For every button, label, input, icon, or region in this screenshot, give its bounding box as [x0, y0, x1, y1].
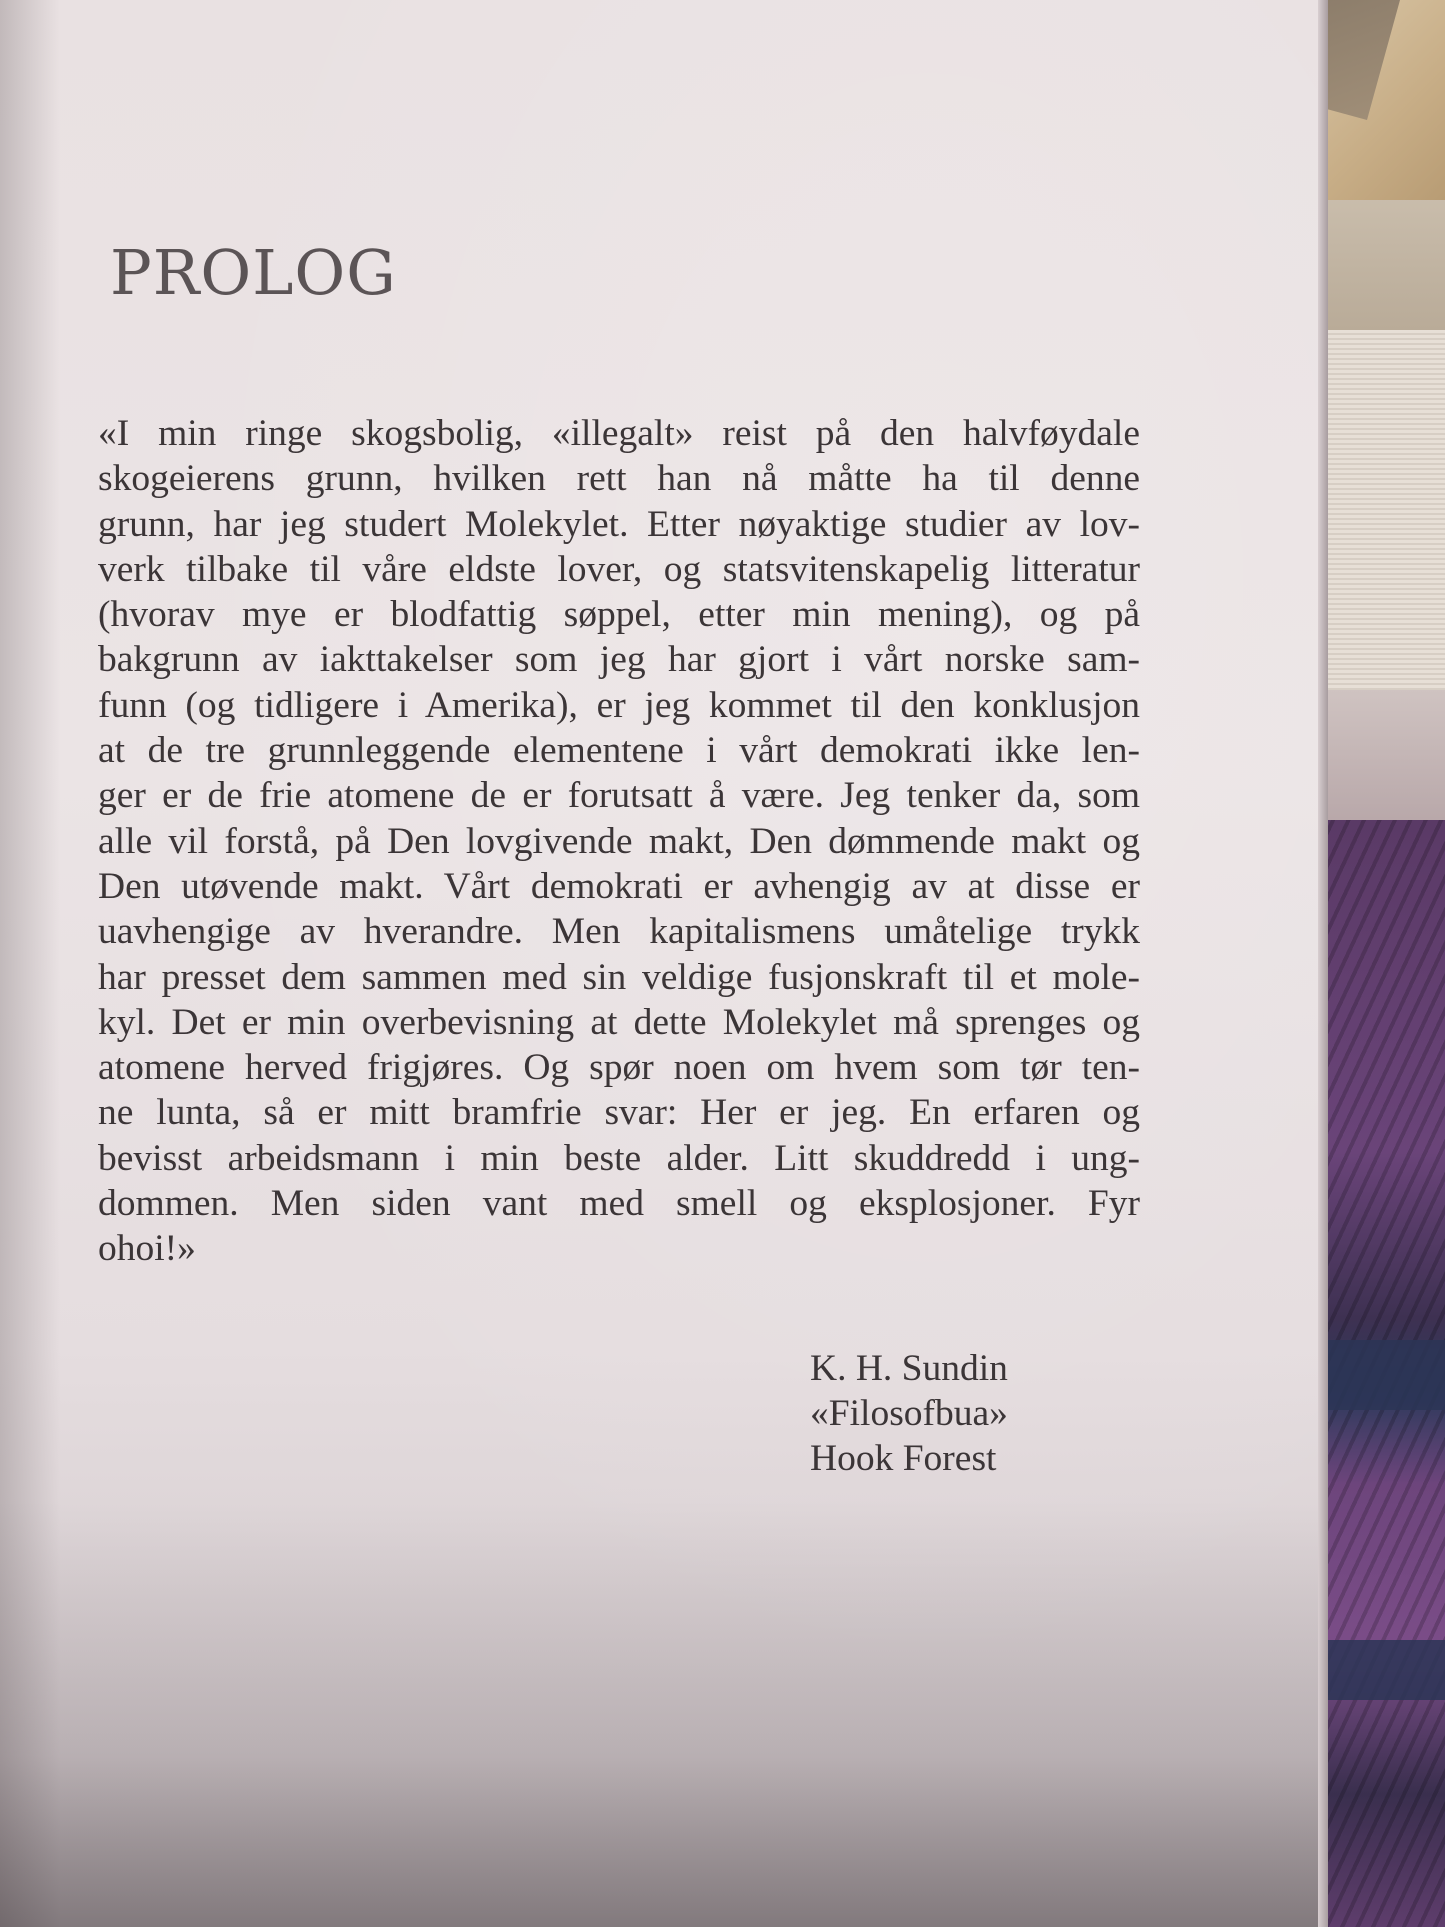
paragraph-line: bakgrunn av iakttakelser som jeg har gjort i vårt norske sam-	[98, 639, 1140, 681]
paragraph-line: (hvorav mye er blodfattig søppel, etter min mening), og på	[98, 594, 1140, 636]
paragraph-line: ohoi!»	[98, 1228, 196, 1270]
author-place: «Filosofbua»	[810, 1393, 1008, 1434]
paragraph-line: dommen. Men siden vant med smell og eksplosjoner. Fyr	[98, 1183, 1140, 1225]
paragraph-line: Den utøvende makt. Vårt demokrati er avhengig av at disse er	[98, 865, 1140, 907]
paragraph-line: at de tre grunnleggende elementene i vårt demokrati ikke len-	[98, 730, 1140, 772]
paragraph-line: ger er de frie atomene de er forutsatt å være. Jeg tenker da, som	[98, 775, 1140, 817]
paragraph-line: funn (og tidligere i Amerika), er jeg kommet til den konklusjon	[98, 684, 1140, 726]
prolog-paragraph	[98, 411, 1140, 1272]
author-name: K. H. Sundin	[810, 1348, 1008, 1389]
author-location: Hook Forest	[810, 1438, 997, 1479]
paragraph-line: verk tilbake til våre eldste lover, og statsvitenskapelig litteratur	[98, 548, 1140, 590]
paragraph-line: uavhengige av hverandre. Men kapitalismens umåtelige trykk	[98, 911, 1140, 953]
paragraph-line: skogeierens grunn, hvilken rett han nå måtte ha til denne	[98, 458, 1140, 500]
paragraph-line: grunn, har jeg studert Molekylet. Etter nøyaktige studier av lov-	[98, 503, 1140, 545]
paragraph-line: bevisst arbeidsmann i min beste alder. Litt skuddredd i ung-	[98, 1137, 1140, 1179]
paragraph-line: kyl. Det er min overbevisning at dette Molekylet må sprenges og	[98, 1001, 1140, 1043]
chapter-title: PROLOG	[110, 236, 397, 309]
page-bottom-shadow	[0, 1500, 1325, 1927]
page-edge	[1318, 0, 1328, 1927]
paragraph-line: har presset dem sammen med sin veldige fusjonskraft til et mole-	[98, 956, 1140, 998]
paragraph-line: atomene herved frigjøres. Og spør noen om hvem som tør ten-	[98, 1047, 1140, 1089]
paragraph-line: «I min ringe skogsbolig, «illegalt» reist på den halvføydale	[98, 413, 1140, 454]
signature-block	[810, 1346, 1008, 1481]
paragraph-line: alle vil forstå, på Den lovgivende makt, Den dømmende makt og	[98, 820, 1140, 862]
paragraph-line: ne lunta, så er mitt bramfrie svar: Her er jeg. En erfaren og	[98, 1092, 1140, 1134]
